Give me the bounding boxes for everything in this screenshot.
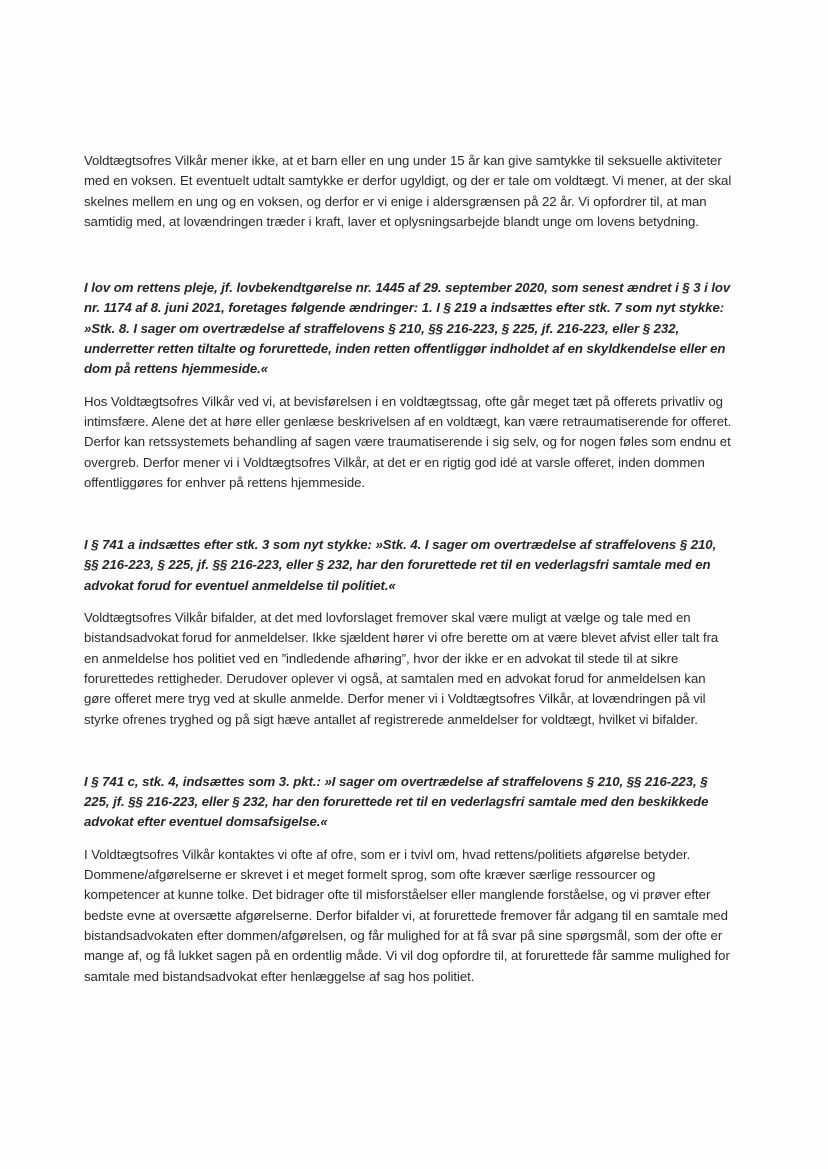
document-body [84,151,734,987]
intro-paragraph: Voldtægtsofres Vilkår mener ikke, at et barn eller en ung under 15 år kan give samtykke til seksuelle aktiviteter med en voksen. Et eventuelt udtalt samtykke er derfor ugyldigt, og der er tale om voldtægt. Vi mener, at der skal skelnes mellem en ung og en voksen, og derfor er vi enige i aldersgrænsen på 22 år. Vi opfordrer til, at man samtidig med, at lovændringen træder i kraft, laver et oplysningsarbejde blandt unge om lovens betydning. [84,153,732,229]
section-heading-retsplejelov-219a: I lov om rettens pleje, jf. lovbekendtgørelse nr. 1445 af 29. september 2020, som senest ændret i § 3 i lov nr. 1174 af 8. juni 2021, foretages følgende ændringer: 1. I § 219 a indsættes efter stk. 7 som nyt stykke: »Stk. 8. I sager om overtrædelse af straffelovens § 210, §§ 216-223, § 225, jf. 216-223, eller § 232, underretter retten tiltalte og forurettede, inden retten offentliggør indholdet af en skyldkendelse eller en dom på rettens hjemmeside.« [84,280,731,377]
section-paragraph-741a: Voldtægtsofres Vilkår bifalder, at det med lovforslaget fremover skal være muligt at vælge og tale med en bistandsadvokat forud for anmeldelser. Ikke sjældent hører vi ofre berette om at være blevet afvist eller talt fra en anmeldelse hos politiet ved en ”indledende afhøring”, hvor der ikke er en advokat til stede til at sikre forurettedes rettigheder. Derudover oplever vi også, at samtalen med en advokat forud for anmeldelsen kan gøre offeret mere tryg ved at skulle anmelde. Derfor mener vi i Voldtægtsofres Vilkår, at lovændringen på vil styrke ofrenes tryghed og på sigt hæve antallet af registrerede anmeldelser for voldtægt, hvilket vi bifalder. [84,610,719,727]
section-paragraph-219a: Hos Voldtægtsofres Vilkår ved vi, at bevisførelsen i en voldtægtssag, ofte går meget tæt på offerets privatliv og intimsfære. Alene det at høre eller genlæse beskrivelsen af en voldtægt, kan være retraumatiserende for offeret. Derfor kan retssystemets behandling af sagen være traumatiserende i sig selv, og for nogen føles som endnu et overgreb. Derfor mener vi i Voldtægtsofres Vilkår, at det er en rigtig god idé at varsle offeret, inden dommen offentliggøres for enhver på rettens hjemmeside. [84,393,732,490]
section-heading-741a: I § 741 a indsættes efter stk. 3 som nyt stykke: »Stk. 4. I sager om overtrædelse af straffelovens § 210, §§ 216-223, § 225, jf. §§ 216-223, eller § 232, har den forurettede ret til en vederlagsfri samtale med en advokat forud for eventuel anmeldelse til politiet.« [84,537,717,593]
section-heading-741c: I § 741 c, stk. 4, indsættes som 3. pkt.: »I sager om overtrædelse af straffelovens § 210, §§ 216-223, § 225, jf. §§ 216-223, eller § 232, har den forurettede ret til en vederlagsfri samtale med den beskikkede advokat efter eventuel domsafsigelse.« [84,773,709,830]
section-paragraph-741c: I Voldtægtsofres Vilkår kontaktes vi ofte af ofre, som er i tvivl om, hvad rettens/politiets afgørelse betyder. Dommene/afgørelserne er skrevet i et meget formelt sprog, som ofte kræver særlige ressourcer og kompetencer at kunne tolke. Det bidrager ofte til misforståelser eller manglende forståelse, og vi prøver efter bedste evne at oversætte afgørelserne. Derfor bifalder vi, at forurettede fremover får adgang til en samtale med bistandsadvokaten efter dommen/afgørelsen, og får mulighed for at få svar på sine spørgsmål, som der ofte er mange af, og få lukket sagen på en ordentlig måde. Vi vil dog opfordre til, at forurettede får samme mulighed for samtale med bistandsadvokat efter henlæggelse af sag hos politiet. [84,846,730,984]
